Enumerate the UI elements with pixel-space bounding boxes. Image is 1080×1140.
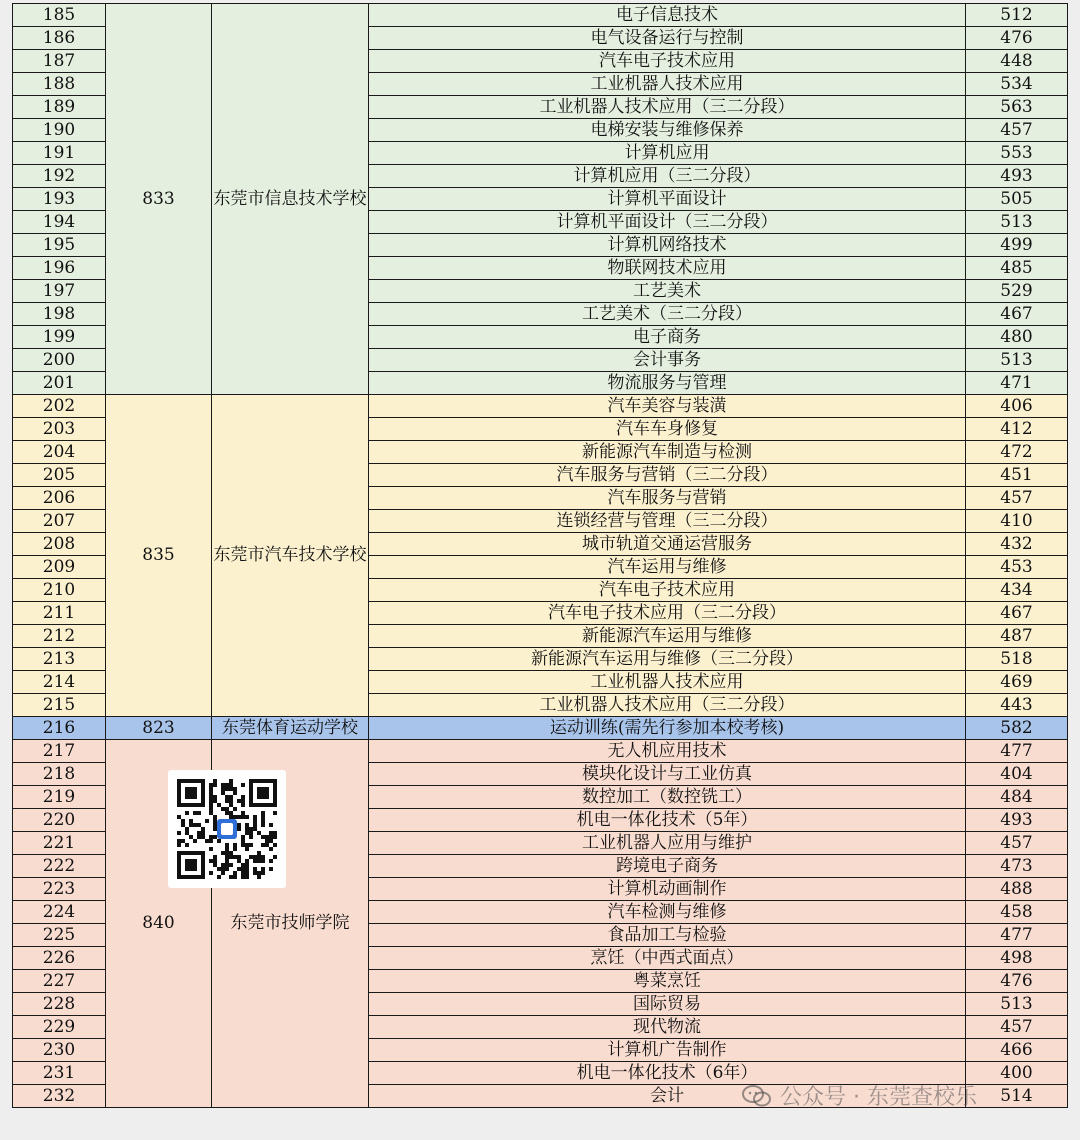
major-name: 工业机器人应用与维护 [369, 832, 966, 855]
cutoff-score: 513 [966, 349, 1068, 372]
cutoff-score: 505 [966, 188, 1068, 211]
major-name: 工业机器人技术应用（三二分段） [369, 96, 966, 119]
cutoff-score: 472 [966, 441, 1068, 464]
cutoff-score: 471 [966, 372, 1068, 395]
cutoff-score: 457 [966, 832, 1068, 855]
row-index: 185 [13, 4, 106, 27]
row-index: 210 [13, 579, 106, 602]
major-name: 新能源汽车运用与维修 [369, 625, 966, 648]
row-index: 228 [13, 993, 106, 1016]
cutoff-score: 476 [966, 970, 1068, 993]
major-name: 电梯安装与维修保养 [369, 119, 966, 142]
cutoff-score: 499 [966, 234, 1068, 257]
row-index: 215 [13, 694, 106, 717]
major-name: 计算机应用（三二分段） [369, 165, 966, 188]
major-name: 工业机器人技术应用 [369, 671, 966, 694]
row-index: 193 [13, 188, 106, 211]
row-index: 196 [13, 257, 106, 280]
cutoff-score: 432 [966, 533, 1068, 556]
major-name: 计算机平面设计（三二分段） [369, 211, 966, 234]
row-index: 207 [13, 510, 106, 533]
row-index: 186 [13, 27, 106, 50]
row-index: 189 [13, 96, 106, 119]
row-index: 190 [13, 119, 106, 142]
row-index: 197 [13, 280, 106, 303]
major-name: 数控加工（数控铣工） [369, 786, 966, 809]
cutoff-score: 488 [966, 878, 1068, 901]
major-name: 城市轨道交通运营服务 [369, 533, 966, 556]
row-index: 226 [13, 947, 106, 970]
major-name: 物联网技术应用 [369, 257, 966, 280]
cutoff-score: 514 [966, 1085, 1068, 1108]
table-row [13, 395, 1068, 418]
watermark-text: 公众号 · 东莞查校乐 [780, 1085, 977, 1110]
major-name: 汽车车身修复 [369, 418, 966, 441]
major-name: 计算机应用 [369, 142, 966, 165]
cutoff-score: 512 [966, 4, 1068, 27]
row-index: 187 [13, 50, 106, 73]
row-index: 212 [13, 625, 106, 648]
row-index: 217 [13, 740, 106, 763]
qr-code-icon [168, 770, 286, 888]
cutoff-score: 513 [966, 993, 1068, 1016]
cutoff-score: 467 [966, 303, 1068, 326]
row-index: 200 [13, 349, 106, 372]
major-name: 会计 [369, 1085, 966, 1108]
row-index: 204 [13, 441, 106, 464]
school-code: 823 [106, 717, 212, 740]
major-name: 机电一体化技术（6年） [369, 1062, 966, 1085]
row-index: 221 [13, 832, 106, 855]
cutoff-score: 467 [966, 602, 1068, 625]
cutoff-score: 563 [966, 96, 1068, 119]
cutoff-score: 513 [966, 211, 1068, 234]
cutoff-score: 484 [966, 786, 1068, 809]
cutoff-score: 487 [966, 625, 1068, 648]
row-index: 216 [13, 717, 106, 740]
cutoff-score: 404 [966, 763, 1068, 786]
major-name: 运动训练(需先行参加本校考核) [369, 717, 966, 740]
major-name: 工艺美术（三二分段） [369, 303, 966, 326]
major-name: 工艺美术 [369, 280, 966, 303]
cutoff-score: 466 [966, 1039, 1068, 1062]
major-name: 汽车电子技术应用 [369, 579, 966, 602]
major-name: 食品加工与检验 [369, 924, 966, 947]
school-name: 东莞体育运动学校 [212, 717, 369, 740]
row-index: 224 [13, 901, 106, 924]
cutoff-score: 453 [966, 556, 1068, 579]
school-name: 东莞市信息技术学校 [212, 4, 369, 395]
cutoff-score: 400 [966, 1062, 1068, 1085]
major-name: 烹饪（中西式面点） [369, 947, 966, 970]
major-name: 国际贸易 [369, 993, 966, 1016]
row-index: 213 [13, 648, 106, 671]
cutoff-score: 458 [966, 901, 1068, 924]
row-index: 219 [13, 786, 106, 809]
row-index: 229 [13, 1016, 106, 1039]
row-index: 214 [13, 671, 106, 694]
cutoff-score: 529 [966, 280, 1068, 303]
row-index: 218 [13, 763, 106, 786]
major-name: 汽车服务与营销（三二分段） [369, 464, 966, 487]
major-name: 汽车电子技术应用（三二分段） [369, 602, 966, 625]
cutoff-score: 477 [966, 924, 1068, 947]
cutoff-score: 534 [966, 73, 1068, 96]
row-index: 202 [13, 395, 106, 418]
row-index: 222 [13, 855, 106, 878]
cutoff-score: 493 [966, 809, 1068, 832]
major-name: 电气设备运行与控制 [369, 27, 966, 50]
cutoff-score: 480 [966, 326, 1068, 349]
cutoff-score: 451 [966, 464, 1068, 487]
row-index: 220 [13, 809, 106, 832]
cutoff-score: 582 [966, 717, 1068, 740]
row-index: 194 [13, 211, 106, 234]
major-name: 计算机平面设计 [369, 188, 966, 211]
major-name: 汽车检测与维修 [369, 901, 966, 924]
major-name: 新能源汽车运用与维修（三二分段） [369, 648, 966, 671]
wechat-icon [742, 1084, 772, 1108]
major-name: 汽车运用与维修 [369, 556, 966, 579]
major-name: 工业机器人技术应用（三二分段） [369, 694, 966, 717]
major-name: 计算机动画制作 [369, 878, 966, 901]
cutoff-score: 457 [966, 1016, 1068, 1039]
row-index: 209 [13, 556, 106, 579]
major-name: 粤菜烹饪 [369, 970, 966, 993]
row-index: 232 [13, 1085, 106, 1108]
row-index: 230 [13, 1039, 106, 1062]
row-index: 199 [13, 326, 106, 349]
row-index: 223 [13, 878, 106, 901]
score-table-container [12, 3, 1068, 1108]
row-index: 203 [13, 418, 106, 441]
table-row [13, 4, 1068, 27]
cutoff-score: 410 [966, 510, 1068, 533]
row-index: 198 [13, 303, 106, 326]
major-name: 计算机网络技术 [369, 234, 966, 257]
row-index: 206 [13, 487, 106, 510]
school-code: 833 [106, 4, 212, 395]
major-name: 现代物流 [369, 1016, 966, 1039]
major-name: 物流服务与管理 [369, 372, 966, 395]
cutoff-score: 443 [966, 694, 1068, 717]
row-index: 192 [13, 165, 106, 188]
watermark [742, 1080, 977, 1111]
row-index: 205 [13, 464, 106, 487]
major-name: 机电一体化技术（5年） [369, 809, 966, 832]
cutoff-score: 448 [966, 50, 1068, 73]
major-name: 会计事务 [369, 349, 966, 372]
row-index: 225 [13, 924, 106, 947]
cutoff-score: 477 [966, 740, 1068, 763]
cutoff-score: 434 [966, 579, 1068, 602]
major-name: 无人机应用技术 [369, 740, 966, 763]
major-name: 新能源汽车制造与检测 [369, 441, 966, 464]
major-name: 汽车服务与营销 [369, 487, 966, 510]
row-index: 208 [13, 533, 106, 556]
major-name: 工业机器人技术应用 [369, 73, 966, 96]
school-code: 840 [106, 740, 212, 1108]
score-table [12, 3, 1068, 1108]
cutoff-score: 469 [966, 671, 1068, 694]
table-row [13, 740, 1068, 763]
cutoff-score: 457 [966, 487, 1068, 510]
row-index: 211 [13, 602, 106, 625]
major-name: 汽车电子技术应用 [369, 50, 966, 73]
row-index: 188 [13, 73, 106, 96]
row-index: 191 [13, 142, 106, 165]
cutoff-score: 473 [966, 855, 1068, 878]
cutoff-score: 457 [966, 119, 1068, 142]
school-code: 835 [106, 395, 212, 717]
cutoff-score: 476 [966, 27, 1068, 50]
row-index: 201 [13, 372, 106, 395]
major-name: 连锁经营与管理（三二分段） [369, 510, 966, 533]
table-row [13, 717, 1068, 740]
school-name: 东莞市汽车技术学校 [212, 395, 369, 717]
cutoff-score: 518 [966, 648, 1068, 671]
row-index: 231 [13, 1062, 106, 1085]
row-index: 195 [13, 234, 106, 257]
cutoff-score: 485 [966, 257, 1068, 280]
cutoff-score: 493 [966, 165, 1068, 188]
cutoff-score: 498 [966, 947, 1068, 970]
major-name: 汽车美容与装潢 [369, 395, 966, 418]
major-name: 跨境电子商务 [369, 855, 966, 878]
cutoff-score: 553 [966, 142, 1068, 165]
cutoff-score: 406 [966, 395, 1068, 418]
major-name: 模块化设计与工业仿真 [369, 763, 966, 786]
cutoff-score: 412 [966, 418, 1068, 441]
major-name: 计算机广告制作 [369, 1039, 966, 1062]
major-name: 电子商务 [369, 326, 966, 349]
major-name: 电子信息技术 [369, 4, 966, 27]
row-index: 227 [13, 970, 106, 993]
school-name: 东莞市技师学院 [212, 740, 369, 1108]
